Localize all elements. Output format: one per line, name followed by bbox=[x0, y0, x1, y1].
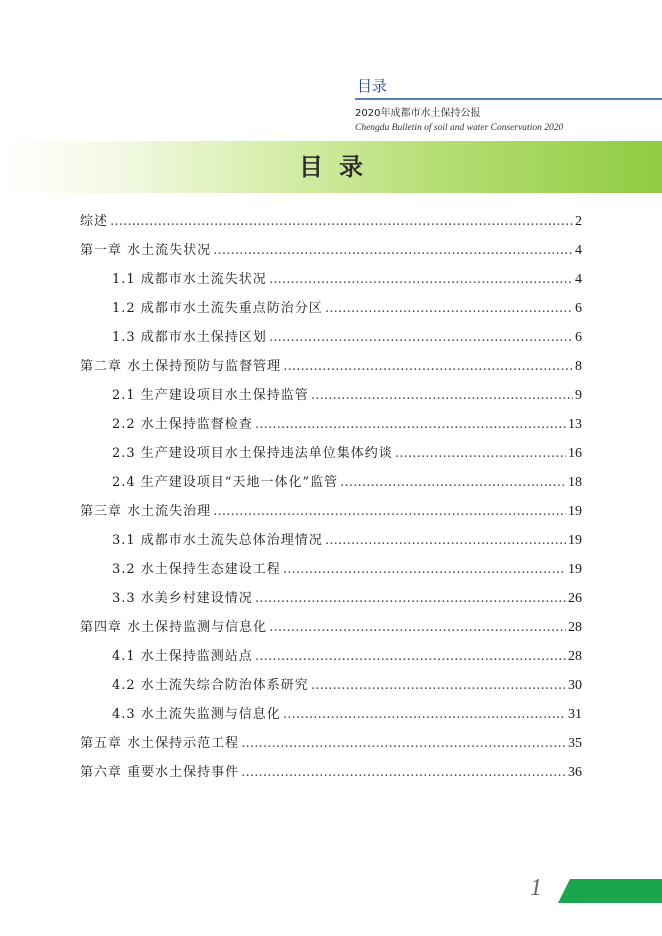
toc-entry-label: 3.2 水土保持生态建设工程 bbox=[112, 562, 281, 577]
toc-entry-label: 第四章 水土保持监测与信息化 bbox=[80, 620, 268, 635]
toc-entry-label: 第五章 水土保持示范工程 bbox=[80, 736, 240, 751]
toc-leader-dots bbox=[283, 352, 573, 381]
toc-page-number: 28 bbox=[568, 620, 582, 635]
toc-entry[interactable] bbox=[80, 729, 582, 758]
toc-entry[interactable] bbox=[80, 352, 582, 381]
toc-leader-dots bbox=[340, 468, 566, 497]
toc-entry-label: 3.1 成都市水土流失总体治理情况 bbox=[112, 533, 323, 548]
toc-leader-dots bbox=[255, 410, 566, 439]
toc-page-number: 2 bbox=[575, 214, 582, 229]
toc-subentry[interactable] bbox=[80, 555, 582, 584]
toc-entry-label: 第二章 水土保持预防与监督管理 bbox=[80, 359, 282, 374]
toc-leader-dots bbox=[255, 642, 566, 671]
toc-leader-dots bbox=[269, 613, 566, 642]
page-title: 目录 bbox=[299, 153, 379, 181]
toc-entry-label: 第一章 水土流失状况 bbox=[80, 243, 212, 258]
toc-leader-dots bbox=[283, 700, 566, 729]
header-rule bbox=[355, 98, 662, 100]
toc-subentry[interactable] bbox=[80, 294, 582, 323]
toc-entry[interactable] bbox=[80, 207, 582, 236]
toc-subentry[interactable] bbox=[80, 439, 582, 468]
toc-entry[interactable] bbox=[80, 497, 582, 526]
toc-page-number: 19 bbox=[568, 533, 582, 548]
toc-subentry[interactable] bbox=[80, 323, 582, 352]
toc-subentry[interactable] bbox=[80, 381, 582, 410]
title-band bbox=[0, 141, 662, 193]
toc-leader-dots bbox=[213, 497, 566, 526]
toc-page-number: 35 bbox=[568, 736, 582, 751]
toc-page-number: 26 bbox=[568, 591, 582, 606]
toc-page-number: 6 bbox=[575, 330, 582, 345]
header-title: 目录 bbox=[357, 77, 388, 95]
toc-page-number: 36 bbox=[568, 765, 582, 780]
toc-leader-dots bbox=[395, 439, 566, 468]
toc-subentry[interactable] bbox=[80, 410, 582, 439]
toc-entry-label: 综述 bbox=[80, 214, 109, 229]
toc-entry-label: 第六章 重要水土保持事件 bbox=[80, 765, 240, 780]
toc-leader-dots bbox=[269, 323, 573, 352]
toc-leader-dots bbox=[110, 207, 573, 236]
header-subtitle-cn: 2020年成都市水土保持公报 bbox=[355, 108, 481, 119]
toc-entry-label: 第三章 水土流失治理 bbox=[80, 504, 212, 519]
toc-page-number: 31 bbox=[568, 707, 582, 722]
toc-page-number: 19 bbox=[568, 504, 582, 519]
toc-leader-dots bbox=[325, 526, 566, 555]
toc-page-number: 30 bbox=[568, 678, 582, 693]
toc-subentry[interactable] bbox=[80, 700, 582, 729]
toc-page-number: 9 bbox=[575, 388, 582, 403]
toc-entry-label: 1.1 成都市水土流失状况 bbox=[112, 272, 267, 287]
toc-leader-dots bbox=[241, 729, 566, 758]
page-number: 1 bbox=[530, 875, 542, 901]
toc-entry[interactable] bbox=[80, 758, 582, 787]
toc-page-number: 4 bbox=[575, 272, 582, 287]
toc-page-number: 19 bbox=[568, 562, 582, 577]
toc-page-number: 28 bbox=[568, 649, 582, 664]
footer-accent-bar bbox=[558, 879, 662, 903]
toc-entry-label: 2.1 生产建设项目水土保持监管 bbox=[112, 388, 309, 403]
toc-page-number: 8 bbox=[575, 359, 582, 374]
toc-subentry[interactable] bbox=[80, 526, 582, 555]
toc-subentry[interactable] bbox=[80, 642, 582, 671]
toc-leader-dots bbox=[255, 584, 566, 613]
toc-leader-dots bbox=[269, 265, 573, 294]
toc-entry-label: 4.3 水土流失监测与信息化 bbox=[112, 707, 281, 722]
toc-entry-label: 2.3 生产建设项目水土保持违法单位集体约谈 bbox=[112, 446, 393, 461]
toc-subentry[interactable] bbox=[80, 265, 582, 294]
toc-entry-label: 4.1 水土保持监测站点 bbox=[112, 649, 253, 664]
toc-entry-label: 1.2 成都市水土流失重点防治分区 bbox=[112, 301, 323, 316]
toc-entry-label: 1.3 成都市水土保持区划 bbox=[112, 330, 267, 345]
toc-page-number: 4 bbox=[575, 243, 582, 258]
toc-subentry[interactable] bbox=[80, 468, 582, 497]
toc-entry-label: 3.3 水美乡村建设情况 bbox=[112, 591, 253, 606]
toc-entry[interactable] bbox=[80, 236, 582, 265]
toc-leader-dots bbox=[241, 758, 566, 787]
toc-entry-label: 2.4 生产建设项目“天地一体化”监管 bbox=[112, 475, 339, 490]
page-header bbox=[355, 76, 662, 134]
toc-page-number: 16 bbox=[568, 446, 582, 461]
toc-entry-label: 2.2 水土保持监督检查 bbox=[112, 417, 253, 432]
header-subtitle-en: Chengdu Bulletin of soil and water Conservation 2020 bbox=[355, 123, 564, 133]
toc-entry[interactable] bbox=[80, 613, 582, 642]
toc-leader-dots bbox=[325, 294, 573, 323]
toc-leader-dots bbox=[311, 671, 566, 700]
footer-accent-shape bbox=[558, 879, 662, 903]
toc-subentry[interactable] bbox=[80, 584, 582, 613]
toc-page-number: 18 bbox=[568, 475, 582, 490]
toc-leader-dots bbox=[213, 236, 573, 265]
toc-leader-dots bbox=[283, 555, 566, 584]
toc-subentry[interactable] bbox=[80, 671, 582, 700]
table-of-contents bbox=[80, 207, 582, 787]
toc-page-number: 13 bbox=[568, 417, 582, 432]
toc-page-number: 6 bbox=[575, 301, 582, 316]
toc-leader-dots bbox=[311, 381, 573, 410]
toc-entry-label: 4.2 水土流失综合防治体系研究 bbox=[112, 678, 309, 693]
